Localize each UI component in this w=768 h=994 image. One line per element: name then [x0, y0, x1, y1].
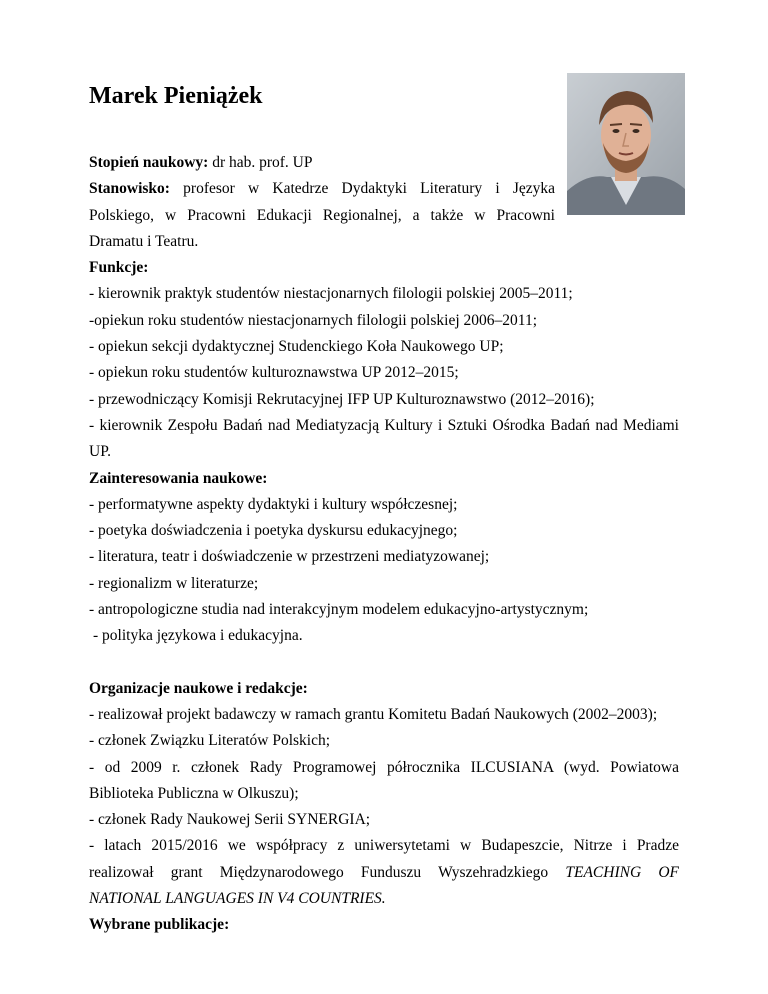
org-item-grant-row: [89, 860, 679, 886]
grant-title-part: TEACHING OF: [565, 863, 679, 881]
position-line: Dramatu i Teatru.: [89, 232, 199, 250]
publications-heading: Wybrane publikacje:: [89, 916, 230, 934]
person-name: Marek Pieniążek: [89, 83, 263, 109]
org-item: - członek Związku Literatów Polskich;: [89, 732, 331, 750]
interest-item: - antropologiczne studia nad interakcyjnym modelem edukacyjno-artystycznym;: [89, 601, 589, 619]
grant-title-part: NATIONAL LANGUAGES IN V4 COUNTRIES.: [89, 890, 386, 908]
function-item: - kierownik praktyk studentów niestacjonarnych filologii polskiej 2005–2011;: [89, 285, 573, 303]
position-line: profesor w Katedrze Dydaktyki Literatury i Języka: [183, 180, 555, 198]
position-row: [89, 176, 555, 202]
function-item: - przewodniczący Komisji Rekrutacyjnej IFP UP Kulturoznawstwo (2012–2016);: [89, 390, 595, 408]
position-label: Stanowisko:: [89, 180, 170, 198]
degree-value: dr hab. prof. UP: [212, 154, 313, 171]
interest-item: - performatywne aspekty dydaktyki i kultury współczesnej;: [89, 495, 458, 513]
function-item: - kierownik Zespołu Badań nad Mediatyzacją Kultury i Sztuki Ośrodka Badań nad Mediami: [89, 416, 679, 434]
org-item: - realizował projekt badawczy w ramach grantu Komitetu Badań Naukowych (2002–2003);: [89, 705, 658, 723]
function-item: - opiekun roku studentów kulturoznawstwa UP 2012–2015;: [89, 364, 459, 382]
interest-item: - literatura, teatr i doświadczenie w przestrzeni mediatyzowanej;: [89, 548, 490, 566]
interests-heading: Zainteresowania naukowe:: [89, 469, 268, 487]
section-spacer: [89, 650, 679, 676]
functions-heading: Funkcje:: [89, 259, 149, 277]
org-item: Biblioteka Publiczna w Olkuszu);: [89, 784, 299, 802]
degree-row: [89, 150, 679, 176]
position-line: Polskiego, w Pracowni Edukacji Regionalnej, a także w Pracowni: [89, 206, 555, 224]
interest-item: - polityka językowa i edukacyjna.: [93, 627, 303, 645]
org-item: - członek Rady Naukowej Serii SYNERGIA;: [89, 811, 371, 829]
org-item: - od 2009 r. członek Rady Programowej półrocznika ILCUSIANA (wyd. Powiatowa: [89, 758, 679, 776]
function-item: -opiekun roku studentów niestacjonarnych filologii polskiej 2006–2011;: [89, 311, 537, 329]
org-item: - latach 2015/2016 we współpracy z uniwersytetami w Budapeszcie, Nitrze i Pradze: [89, 837, 679, 855]
function-item: UP.: [89, 443, 111, 461]
degree-label: Stopień naukowy:: [89, 154, 209, 171]
cv-body: [89, 150, 679, 939]
org-heading: Organizacje naukowe i redakcje:: [89, 679, 308, 697]
interest-item: - poetyka doświadczenia i poetyka dyskursu edukacyjnego;: [89, 522, 458, 540]
interest-item: - regionalizm w literaturze;: [89, 574, 259, 592]
org-item: realizował grant Międzynarodowego Funduszu Wyszehradzkiego: [89, 863, 549, 881]
function-item: - opiekun sekcji dydaktycznej Studenckiego Koła Naukowego UP;: [89, 338, 504, 356]
